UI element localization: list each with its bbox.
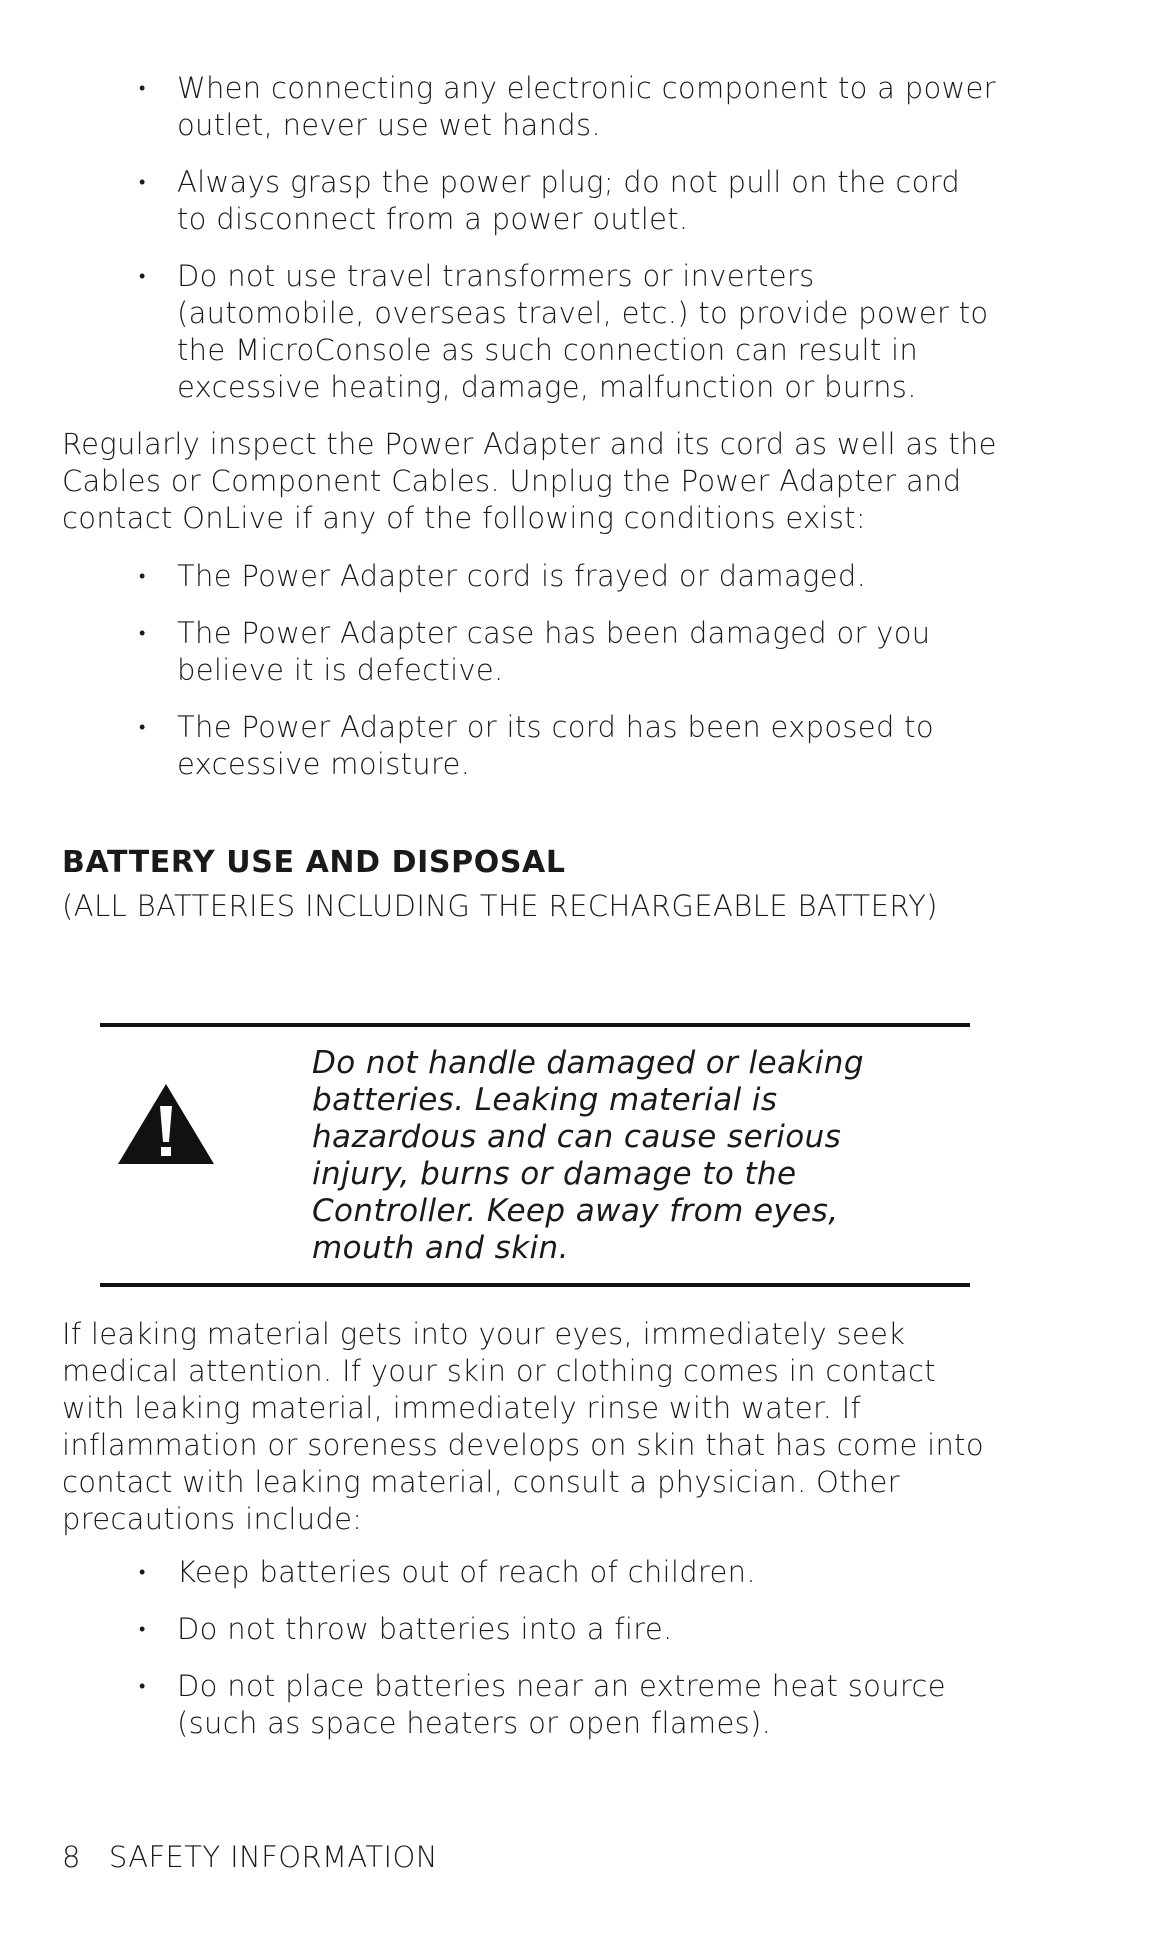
adapter-conditions-list xyxy=(136,558,996,803)
warning-triangle-icon xyxy=(116,1082,216,1166)
bullet-icon: • xyxy=(139,1676,146,1697)
list-item: • The Power Adapter or its cord has been exposed to excessive moisture. xyxy=(139,710,934,781)
page-number: 8 xyxy=(62,1840,81,1874)
list-item: • Do not place batteries near an extreme heat source (such as space heaters or open flames). xyxy=(139,1669,946,1740)
list-item: • When connecting any electronic component to a power outlet, never use wet hands. xyxy=(139,71,996,142)
list-item: • Always grasp the power plug; do not pull on the cord to disconnect from a power outlet. xyxy=(139,165,961,236)
bullet-icon: • xyxy=(139,266,146,287)
page-footer xyxy=(62,1840,438,1874)
list-item: • Keep batteries out of reach of children. xyxy=(139,1555,756,1589)
inspect-paragraph: Regularly inspect the Power Adapter and its cord as well as the Cables or Component Cables. Unplug the Power Adapter and contact OnLive if any of the following conditions exist: xyxy=(62,427,997,535)
bullet-icon: • xyxy=(139,717,146,738)
bullet-icon: • xyxy=(139,1619,146,1640)
list-item: • The Power Adapter cord is frayed or damaged. xyxy=(139,559,867,593)
warning-text: Do not handle damaged or leaking batteries. Leaking material is hazardous and can cause serious injury, burns or damage to the Controller. Keep away from eyes, mouth and skin. xyxy=(312,1045,864,1266)
section-subheading: (ALL BATTERIES INCLUDING THE RECHARGEABLE BATTERY) xyxy=(62,889,938,923)
bullet-icon: • xyxy=(139,1562,146,1583)
battery-precautions-list xyxy=(136,1554,996,1762)
section-heading: BATTERY USE AND DISPOSAL xyxy=(62,845,566,880)
footer-section-title: SAFETY INFORMATION xyxy=(108,1840,438,1874)
power-safety-list xyxy=(136,70,996,426)
list-item: • The Power Adapter case has been damaged or you believe it is defective. xyxy=(139,616,931,687)
list-item: • Do not throw batteries into a fire. xyxy=(139,1612,673,1646)
list-item: • Do not use travel transformers or inverters (automobile, overseas travel, etc.) to provide power to the MicroConsole as such connection can result in excessive heating, damage, malfunction or burns. xyxy=(139,259,989,404)
bullet-icon: • xyxy=(139,566,146,587)
bullet-icon: • xyxy=(139,623,146,644)
warning-top-rule xyxy=(100,1023,970,1027)
warning-bottom-rule xyxy=(100,1283,970,1287)
bullet-icon: • xyxy=(139,78,146,99)
bullet-icon: • xyxy=(139,172,146,193)
leak-paragraph: If leaking material gets into your eyes, immediately seek medical attention. If your skin or clothing comes in contact with leaking material, immediately rinse with water. If inflammation or soreness develops on skin that has come into contact with leaking material, consult a physician. Other precautions include: xyxy=(62,1317,984,1536)
